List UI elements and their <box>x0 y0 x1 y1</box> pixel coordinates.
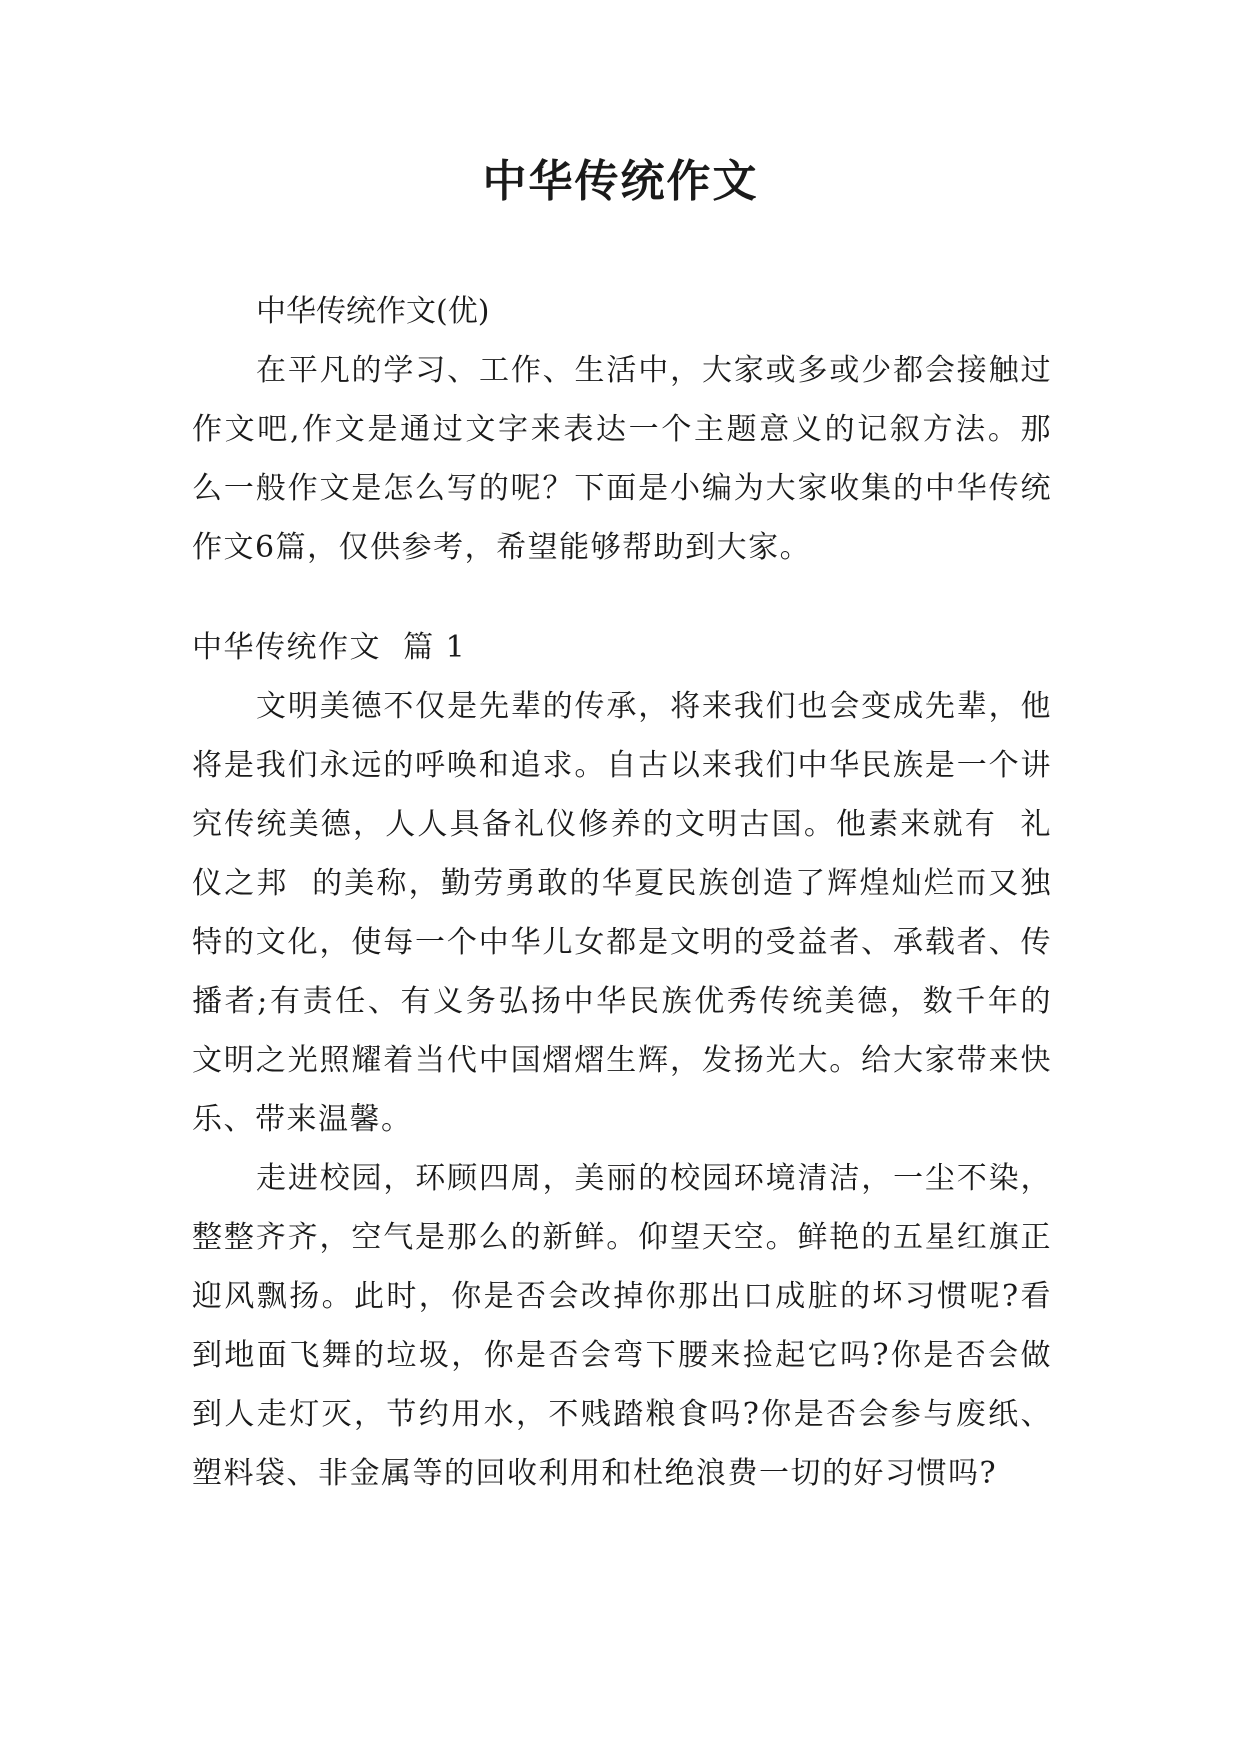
page-title: 中华传统作文 <box>482 156 759 207</box>
document-body <box>192 282 1052 1503</box>
section-heading: 中华传统作文 篇 1 <box>192 630 467 665</box>
section-paragraph: 走进校园，环顾四周，美丽的校园环境清洁，一尘不染，整整齐齐，空气是那么的新鲜。仰望天空。鲜艳的五星红旗正迎风飘扬。此时，你是否会改掉你那出口成脏的坏习惯呢?看到地面飞舞的垃圾，你是否会弯下腰来捡起它吗?你是否会做到人走灯灭，节约用水，不贱踏粮食吗?你是否会参与废纸、塑料袋、非金属等的回收利用和杜绝浪费一切的好习惯吗? <box>192 1161 1052 1491</box>
section-paragraph: 文明美德不仅是先辈的传承，将来我们也会变成先辈，他将是我们永远的呼唤和追求。自古以来我们中华民族是一个讲究传统美德，人人具备礼仪修养的文明古国。他素来就有 礼仪之邦 的美称，勤劳勇敢的华夏民族创造了辉煌灿烂而又独特的文化，使每一个中华儿女都是文明的受益者、承载者、传播者;有责任、有义务弘扬中华民族优秀传统美德，数千年的文明之光照耀着当代中国熠熠生辉，发扬光大。给大家带来快乐、带来温馨。 <box>192 689 1052 1137</box>
intro-paragraph: 在平凡的学习、工作、生活中，大家或多或少都会接触过作文吧,作文是通过文字来表达一个主题意义的记叙方法。那么一般作文是怎么写的呢？下面是小编为大家收集的中华传统作文6篇，仅供参考，希望能够帮助到大家。 <box>192 353 1052 565</box>
document-subtitle: 中华传统作文(优) <box>256 294 490 329</box>
